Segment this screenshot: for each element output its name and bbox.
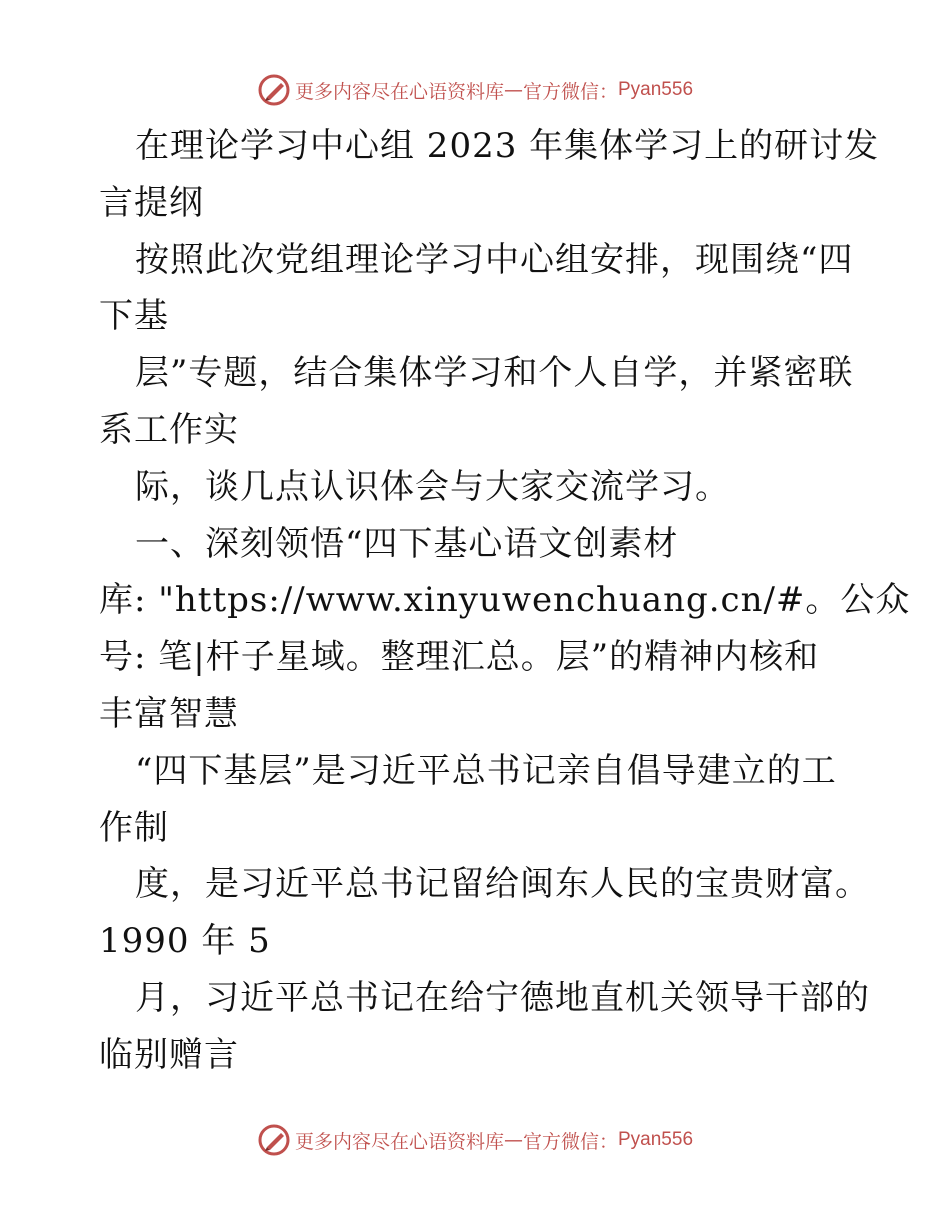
paragraph-line: 丰富智慧 <box>99 693 239 734</box>
paragraph-line: 层”专题，结合集体学习和个人自学，并紧密联 <box>135 353 854 394</box>
paragraph-line: 作制 <box>99 807 169 848</box>
document-body <box>99 118 911 1084</box>
doc-title-line-1: 在理论学习中心组 2023 年集体学习上的研讨发 <box>135 126 880 166</box>
paragraph-line: 际，谈几点认识体会与大家交流学习。 <box>135 466 730 507</box>
banner-separator: — <box>503 1129 523 1151</box>
banner-separator: — <box>503 79 523 101</box>
paragraph-line: “四下基层”是习近平总书记亲自倡导建立的工 <box>135 750 837 791</box>
pen-logo-icon <box>257 73 291 107</box>
banner-wechat-id: Pyan556 <box>618 79 694 100</box>
paragraph-line: 号: 笔|杆子星域。整理汇总。层”的精神内核和 <box>99 637 820 678</box>
paragraph-line: 库: "https://www.xinyuwenchuang.cn/#。公众 <box>99 580 911 621</box>
header-watermark-banner <box>0 70 950 110</box>
paragraph-line: 度，是习近平总书记留给闽东人民的宝贵财富。 <box>135 864 870 905</box>
paragraph-line: 月，习近平总书记在给宁德地直机关领导干部的 <box>135 977 870 1018</box>
banner-wechat-label: 官方微信： <box>522 80 618 103</box>
banner-wechat-id: Pyan556 <box>618 1129 694 1150</box>
pen-logo-icon <box>257 1123 291 1157</box>
paragraph-line: 系工作实 <box>99 409 239 450</box>
banner-main-text: 更多内容尽在心语资料库 <box>294 1130 504 1153</box>
paragraph-line: 临别赠言 <box>99 1034 239 1075</box>
doc-title-line-2: 言提纲 <box>99 182 204 223</box>
banner-main-text: 更多内容尽在心语资料库 <box>294 80 504 103</box>
paragraph-line: 1990 年 5 <box>99 921 271 962</box>
banner-wechat-label: 官方微信： <box>522 1130 618 1153</box>
paragraph-line: 按照此次党组理论学习中心组安排，现围绕“四 <box>135 239 854 280</box>
section-heading-line: 一、深刻领悟“四下基心语文创素材 <box>135 523 679 564</box>
paragraph-line: 下基 <box>99 296 169 337</box>
footer-watermark-banner <box>0 1120 950 1160</box>
